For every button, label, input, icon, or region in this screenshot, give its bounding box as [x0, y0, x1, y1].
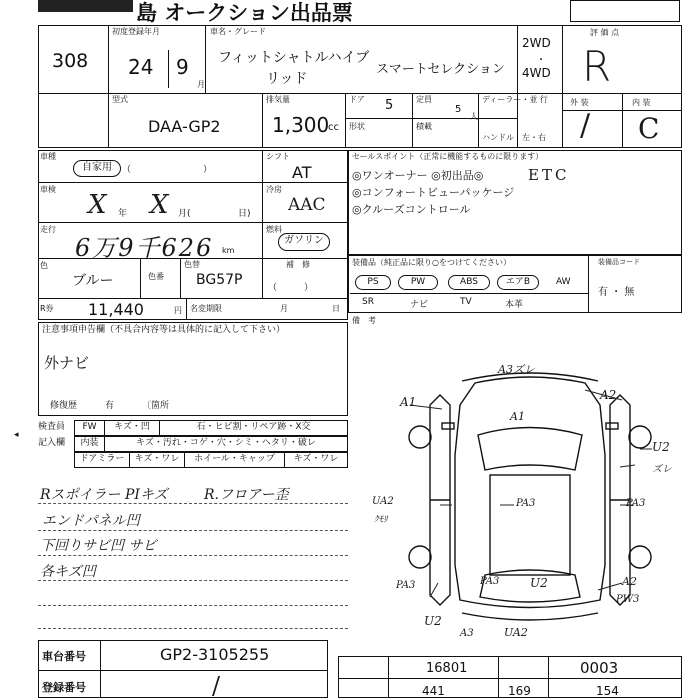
legend-row-2: 内装 キズ・汚れ・コゲ・穴・シミ・ヘタリ・破レ — [74, 436, 348, 452]
note-side: R.フロアー歪 — [204, 487, 289, 503]
car-model-line2: リッド — [266, 71, 308, 87]
declaration-label: 注意事項申告欄（不具合内容等は具体的に記入して下さい） — [42, 325, 286, 335]
equip-airbag: エアB — [497, 275, 539, 290]
type-value: DAA-GP2 — [148, 117, 221, 136]
note-2: エンドパネル凹 — [42, 513, 140, 529]
selling-point-etc: ETC — [528, 166, 570, 184]
shift-label: シフト — [266, 152, 290, 161]
note-3: 下回りサビ凹 サビ — [40, 538, 157, 554]
fuel-label: 燃料 — [266, 225, 282, 234]
scan-fragment — [38, 0, 133, 12]
inspection-month: X — [150, 190, 169, 220]
color-label: 色 — [40, 261, 48, 270]
recycle-label: R券 — [40, 304, 54, 313]
footer-c-value1: 441 — [422, 684, 445, 698]
inspector-label: 検査員 — [38, 422, 66, 432]
type-label: 型式 — [112, 95, 128, 104]
registration-label: 登録番号 — [42, 681, 86, 694]
mark-a3-bottom: A3 — [460, 628, 474, 639]
lot-number: 308 — [52, 50, 89, 72]
repair-label: 修復歴 — [50, 401, 78, 411]
first-reg-month: 9 — [176, 55, 189, 79]
color-value: ブルー — [72, 273, 114, 289]
footer-c-value2: 169 — [508, 684, 531, 698]
equip-sr: SR — [362, 297, 374, 307]
equipment-label: 装備品（純正品に限り○をつけてください） — [352, 258, 511, 267]
notes-label: 備 考 — [352, 316, 376, 325]
selling-points-label: セールスポイント（正常に機能するものに限ります） — [352, 152, 544, 161]
legend-row-1: FW キズ・凹 石・ヒビ割・リペア跡・X交 — [74, 420, 348, 436]
mark-pa3-lower-center: PA3 — [480, 576, 500, 587]
equip-aw: AW — [556, 277, 571, 287]
capacity-label: 定員 — [416, 95, 432, 104]
equipment-code-label: 装備品コード — [598, 258, 640, 266]
mark-front: A3ズレ — [498, 363, 535, 376]
capacity-value: 5 — [455, 104, 462, 115]
doors-label: ドア — [349, 95, 365, 104]
equip-ps: PS — [355, 275, 391, 290]
selling-point-1: ◎ワンオーナー ◎初出品◎ — [352, 169, 484, 182]
inspection-year: X — [88, 190, 107, 220]
note-4: 各キズ凹 — [40, 564, 96, 580]
drive-4wd: 4WD — [522, 66, 551, 80]
name-change-label: 名変期限 — [190, 304, 222, 313]
footer-b-value: 0003 — [580, 659, 619, 677]
body-shape-label: 形状 — [349, 122, 365, 131]
mark-a1-left: A1 — [400, 395, 417, 409]
mark-u2-lower-left: U2 — [424, 614, 442, 628]
declaration-content: 外ナビ — [44, 354, 90, 372]
handle-label: ハンドル — [482, 133, 514, 142]
rating-label: 評 価 点 — [590, 28, 620, 37]
cooling-value: AAC — [288, 195, 326, 215]
top-right-box — [570, 0, 680, 22]
mark-ua2-bottom: UA2 — [504, 626, 528, 639]
mark-a1-center: A1 — [510, 410, 525, 423]
dealer-label: ディーラー・並 行 — [482, 95, 548, 104]
load-label: 積載 — [416, 122, 432, 131]
int-rating: C — [638, 112, 660, 145]
color-code-label: 色番 — [148, 272, 164, 281]
legend-row-3: ドアミラー キズ・ワレ ホイール・キャップ キズ・ワレ — [74, 452, 348, 468]
registration-mark: / — [212, 672, 221, 700]
selling-point-3: ◎クルーズコントロール — [352, 203, 471, 216]
mileage-label: 走行 — [40, 225, 56, 234]
ext-rating: / — [580, 108, 591, 143]
car-name-label: 車名・グレード — [210, 27, 266, 36]
first-reg-label: 初度登録年月 — [112, 27, 160, 36]
equip-abs: ABS — [448, 275, 490, 290]
mileage-value: 6万9千626 — [75, 234, 214, 262]
displacement-value: 1,300 — [272, 113, 330, 137]
fuel-value: ガソリン — [278, 233, 330, 251]
category-value: 自家用 — [73, 160, 121, 177]
mark-pa3-center: PA3 — [516, 498, 536, 509]
form-title: 島 オークション出品票 — [136, 1, 353, 25]
repair-value: 有 — [105, 401, 115, 411]
car-model-line1: フィットシャトルハイブ — [218, 50, 370, 66]
warranty-label: 補 修 — [286, 260, 310, 269]
footer-c-value3: 154 — [596, 684, 619, 698]
equip-pw: PW — [398, 275, 438, 290]
recycle-value: 11,440 — [88, 300, 144, 319]
mark-a2-lower-right: A2 — [622, 575, 637, 588]
mark-pw3: PW3 — [616, 594, 640, 605]
mark-a2-right: A2 — [600, 388, 617, 402]
mark-pa3-lower-left: PA3 — [396, 580, 416, 591]
mark-u2-right: U2 — [652, 440, 670, 454]
equip-navi: ナビ — [410, 300, 429, 310]
mark-ua2-left: UA2 — [372, 496, 394, 507]
handle-value: 左・右 — [522, 133, 546, 142]
selling-point-2: ◎コンフォートビューパッケージ — [352, 186, 515, 199]
chassis-value: GP2-3105255 — [160, 645, 270, 664]
rating-score: R — [582, 42, 612, 91]
mark-zure: ズレ — [652, 464, 672, 475]
mark-kumori-left: ｸﾓﾘ — [374, 515, 388, 525]
drive-2wd: 2WD — [522, 36, 551, 50]
equipment-yesno: 有 ・ 無 — [598, 287, 635, 298]
footer-a-value: 16801 — [426, 661, 468, 676]
car-grade: スマートセレクション — [376, 62, 505, 77]
mark-u2-lower-center: U2 — [530, 576, 548, 590]
int-rating-label: 内 装 — [632, 98, 651, 107]
category-label: 車種 — [40, 152, 56, 161]
arrow-marker: ◂ — [14, 430, 19, 440]
chassis-label: 車台番号 — [42, 650, 86, 663]
ext-rating-label: 外 装 — [570, 98, 589, 107]
first-reg-year: 24 — [128, 55, 154, 79]
cooling-label: 冷房 — [266, 185, 282, 194]
color-code: BG57P — [196, 272, 243, 288]
doors-value: 5 — [385, 98, 394, 113]
inspection-label: 車検 — [40, 185, 56, 194]
displacement-label: 排気量 — [266, 95, 290, 104]
equip-tv: TV — [460, 297, 472, 307]
note-1: Rスポイラー PIキズ — [40, 487, 168, 503]
equip-leather: 本革 — [505, 300, 524, 310]
shift-value: AT — [292, 163, 312, 182]
mark-pa3-right: PA3 — [626, 498, 646, 509]
